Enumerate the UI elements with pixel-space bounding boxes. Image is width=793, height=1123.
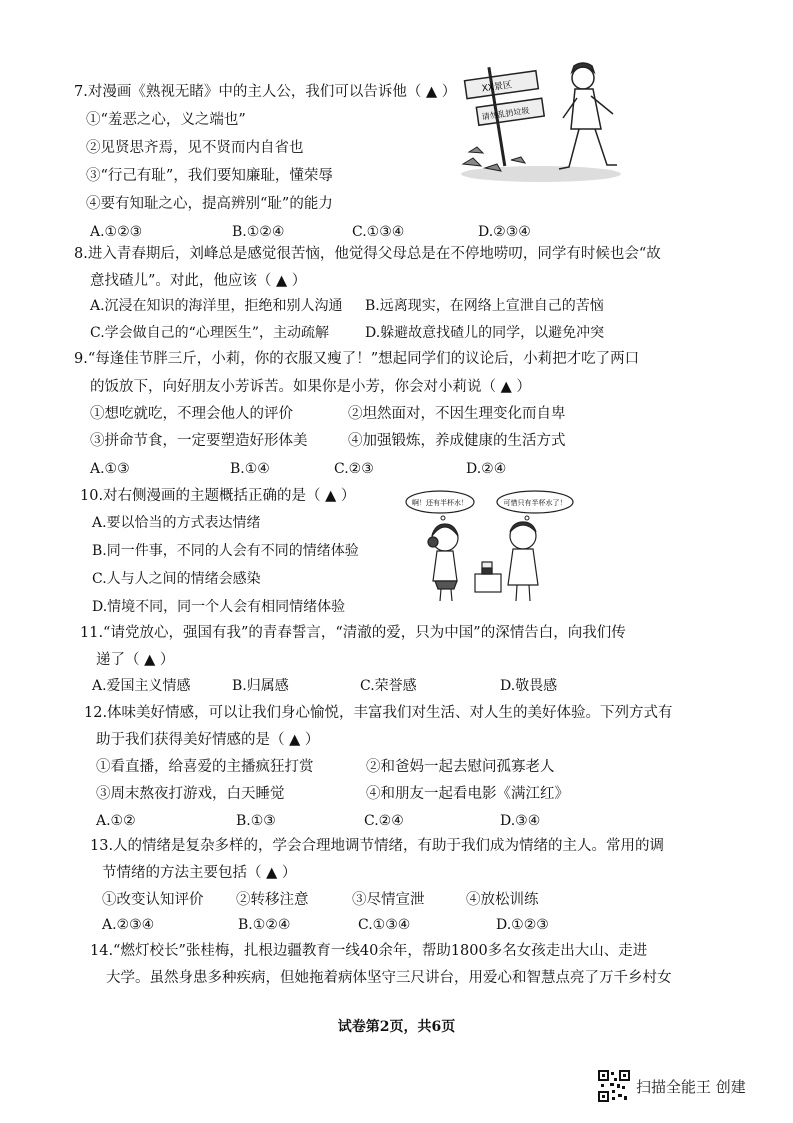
q7-item-2: ②见贤思齐焉，见不贤而内自省也 (86, 140, 304, 156)
q10-stem: 10.对右侧漫画的主题概括正确的是（ ▲ ） (80, 488, 356, 504)
q8-option-b: B.远离现实，在网络上宣泄自己的苦恼 (365, 298, 604, 314)
q13-option-d: D.①②③ (496, 917, 549, 933)
q11-option-b: B.归属感 (232, 678, 289, 694)
qr-code-icon (598, 1070, 630, 1102)
q7-item-4: ④要有知耻之心，提高辨别“耻”的能力 (86, 196, 333, 212)
q9-stem-line2: 的饭放下，向好朋友小芳诉苦。如果你是小芳，你会对小莉说（ ▲ ） (90, 379, 531, 395)
q12-option-b: B.①③ (236, 813, 276, 829)
q9-option-a: A.①③ (90, 461, 130, 477)
q9-item-2: ②坦然面对，不因生理变化而自卑 (348, 406, 566, 422)
q12-option-c: C.②④ (364, 813, 404, 829)
q11-stem-line1: 11.“请党放心，强国有我”的青春誓言，“清澈的爱，只为中国”的深情告白，向我们传 (80, 625, 626, 641)
q12-item-4: ④和朋友一起看电影《满江红》 (366, 786, 569, 802)
q8-option-d: D.躲避故意找碴儿的同学，以避免冲突 (365, 325, 605, 341)
q12-stem-line1: 12.体味美好情感，可以让我们身心愉悦，丰富我们对生活、对人生的美好体验。下列方式有 (84, 705, 673, 721)
q12-option-d: D.③④ (500, 813, 541, 829)
q13-item-3: ③尽情宣泄 (352, 892, 425, 908)
q13-option-c: C.①③④ (358, 917, 411, 933)
q9-item-4: ④加强锻炼，养成健康的生活方式 (348, 433, 566, 449)
q12-item-3: ③周末熬夜打游戏，白天睡觉 (96, 786, 285, 802)
q12-stem-line2: 助于我们获得美好情感的是（ ▲ ） (96, 732, 320, 748)
q8-stem-line2: 意找碴儿”。对此，他应该（ ▲ ） (90, 273, 307, 289)
q9-option-d: D.②④ (466, 461, 507, 477)
q9-stem-line1: 9.“每逢佳节胖三斤，小莉，你的衣服又瘦了！”想起同学们的议论后，小莉把才吃了两口 (74, 351, 640, 367)
q7-stem: 7.对漫画《熟视无睹》中的主人公，我们可以告诉他（ ▲ ） (74, 84, 457, 100)
q8-option-a: A.沉浸在知识的海洋里，拒绝和别人沟通 (90, 298, 343, 314)
q8-option-c: C.学会做自己的“心理医生”，主动疏解 (90, 325, 329, 341)
q7-item-3: ③“行己有耻”，我们要知廉耻，懂荣辱 (86, 168, 333, 184)
q12-item-2: ②和爸妈一起去慰问孤寡老人 (366, 759, 555, 775)
q7-sign-top: XX景区 (481, 80, 513, 95)
q10-option-d: D.情境不同，同一个人会有相同情绪体验 (92, 599, 346, 615)
q10-bubble-left: 啊！还有半杯水！ (412, 499, 468, 507)
q8-stem-line1: 8.进入青春期后，刘峰总是感觉很苦恼，他觉得父母总是在不停地唠叨，同学有时候也会“故 (74, 246, 661, 262)
q13-item-2: ②转移注意 (236, 892, 309, 908)
q11-option-c: C.荣誉感 (360, 678, 417, 694)
q7-option-a: A.①②③ (90, 224, 143, 240)
q13-item-1: ①改变认知评价 (102, 892, 204, 908)
q9-item-1: ①想吃就吃，不理会他人的评价 (90, 406, 293, 422)
q7-option-d: D.②③④ (478, 224, 531, 240)
q13-item-4: ④放松训练 (466, 892, 539, 908)
q7-sign-bottom: 请勿乱扔垃圾 (481, 106, 530, 122)
q11-stem-line2: 递了（ ▲ ） (96, 652, 175, 668)
q10-option-b: B.同一件事，不同的人会有不同的情绪体验 (92, 543, 359, 559)
q7-option-c: C.①③④ (352, 224, 405, 240)
q13-stem-line1: 13.人的情绪是复杂多样的，学会合理地调节情绪，有助于我们成为情绪的主人。常用的调 (90, 838, 665, 854)
q12-option-a: A.①② (96, 813, 136, 829)
q13-option-b: B.①②④ (238, 917, 291, 933)
q14-stem-line1: 14.“燃灯校长”张桂梅，扎根边疆教育一线40余年，帮助1800多名女孩走出大山、走进 (90, 943, 648, 959)
q7-option-b: B.①②④ (232, 224, 285, 240)
q9-item-3: ③拼命节食，一定要塑造好形体美 (90, 433, 308, 449)
q14-stem-line2: 大学。虽然身患多种疾病，但她拖着病体坚守三尺讲台，用爱心和智慧点亮了万千乡村女 (106, 970, 672, 986)
q7-item-1: ①“羞恶之心，义之端也” (86, 112, 246, 128)
page-footer: 试卷第2页，共6页 (337, 1019, 456, 1035)
q7-cartoon-illustration (455, 56, 627, 186)
q12-item-1: ①看直播，给喜爱的主播疯狂打赏 (96, 759, 314, 775)
q13-option-a: A.②③④ (102, 917, 155, 933)
q10-option-a: A.要以恰当的方式表达情绪 (92, 515, 261, 531)
q13-stem-line2: 节情绪的方法主要包括（ ▲ ） (102, 865, 297, 881)
q10-option-c: C.人与人之间的情绪会感染 (92, 571, 261, 587)
q11-option-a: A.爱国主义情感 (92, 678, 191, 694)
q10-bubble-right: 可惜只有半杯水了！ (503, 499, 567, 507)
q9-option-c: C.②③ (334, 461, 374, 477)
q11-option-d: D.敬畏感 (500, 678, 558, 694)
q9-option-b: B.①④ (230, 461, 270, 477)
q10-cartoon-illustration (405, 486, 575, 604)
scanner-watermark: 扫描全能王 创建 (636, 1078, 746, 1096)
